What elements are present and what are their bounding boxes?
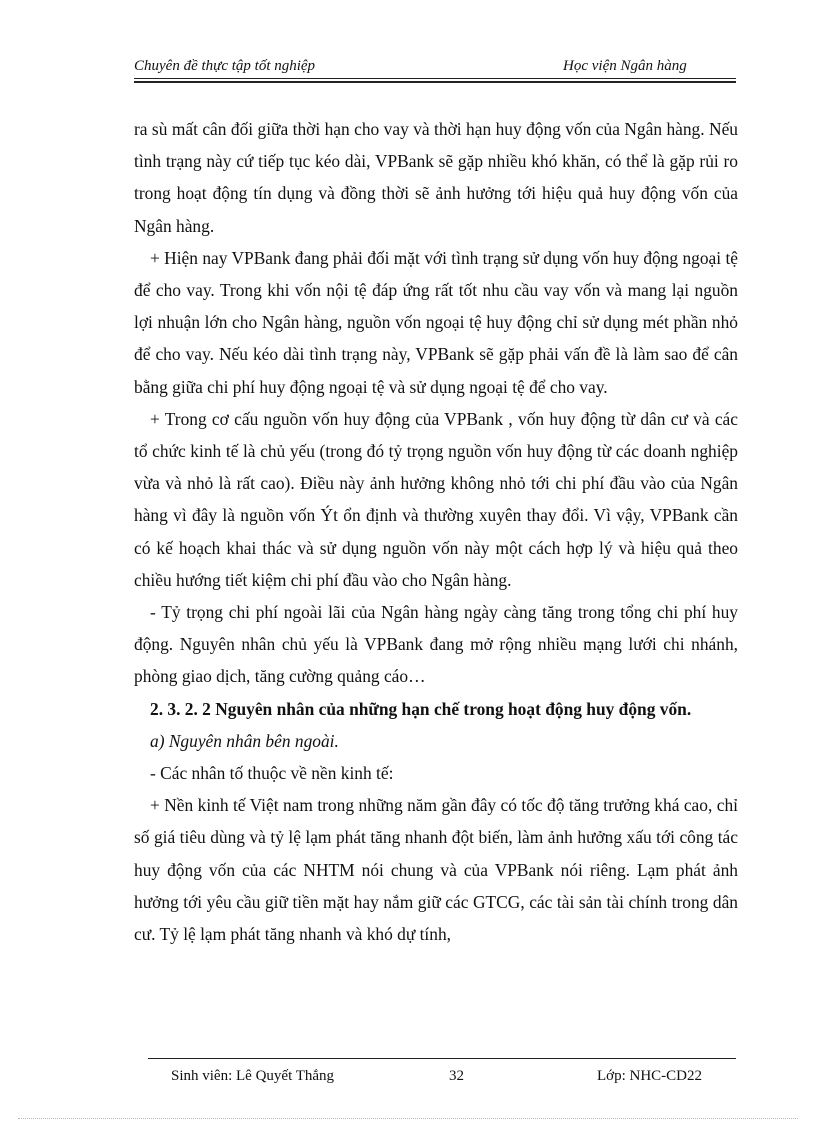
paragraph: ra sù mất cân đối giữa thời hạn cho vay và thời hạn huy động vốn của Ngân hàng. Nếu tình trạng này cứ tiếp tục kéo dài, VPBank sẽ gặp nhiều khó khăn, có thể là gặp rủi ro trong hoạt động tín dụng và đồng thời sẽ ảnh hưởng tới hiệu quả huy động vốn của Ngân hàng.	[134, 119, 738, 236]
paragraph: + Trong cơ cấu nguồn vốn huy động của VPBank , vốn huy động từ dân cư và các tổ chức kinh tế là chủ yếu (trong đó tỷ trọng nguồn vốn huy động từ các doanh nghiệp vừa và nhỏ là rất cao). Điều này ảnh hưởng không nhỏ tới chi phí đầu vào của Ngân hàng vì đây là nguồn vốn Ýt ổn định và thường xuyên thay đổi. Vì vậy, VPBank cần có kế hoạch khai thác và sử dụng nguồn vốn này một cách hợp lý và hiệu quả theo chiều hướng tiết kiệm chi phí đầu vào cho Ngân hàng.	[134, 408, 738, 590]
footer-class: Lớp: NHC-CD22	[597, 1068, 703, 1084]
header-document-title: Chuyên đề thực tập tốt nghiệp	[134, 58, 316, 74]
paragraph: - Các nhân tố thuộc về nền kinh tế:	[150, 763, 394, 784]
page-bottom-border	[18, 1118, 798, 1119]
footer-rule	[148, 1058, 736, 1059]
page-number: 32	[449, 1068, 464, 1084]
paragraph: - Tỷ trọng chi phí ngoài lãi của Ngân hàng ngày càng tăng trong tổng chi phí huy động. Nguyên nhân chủ yếu là VPBank đang mở rộng nhiều mạng lưới chi nhánh, phòng giao dịch, tăng cường quảng cáo…	[134, 602, 738, 687]
header-rule	[134, 78, 736, 79]
subsection-heading: a) Nguyên nhân bên ngoài.	[150, 730, 339, 751]
header-institution: Học viện Ngân hàng	[563, 58, 687, 74]
body-text	[134, 113, 738, 950]
footer-student: Sinh viên: Lê Quyết Thắng	[171, 1068, 335, 1084]
paragraph: + Nền kinh tế Việt nam trong những năm gần đây có tốc độ tăng trưởng khá cao, chỉ số giá tiêu dùng và tỷ lệ lạm phát tăng nhanh đột biến, làm ảnh hưởng xấu tới công tác huy động vốn của các NHTM nói chung và của VPBank nói riêng. Lạm phát ảnh hưởng tới yêu cầu giữ tiền mặt hay nắm giữ các GTCG, các tài sản tài chính trong dân cư. Tỷ lệ lạm phát tăng nhanh và khó dự tính,	[134, 795, 738, 945]
section-heading: 2. 3. 2. 2 Nguyên nhân của những hạn chế trong hoạt động huy động vốn.	[150, 698, 692, 719]
header-rule-thick	[134, 81, 736, 83]
paragraph: + Hiện nay VPBank đang phải đối mặt với tình trạng sử dụng vốn huy động ngoại tệ để cho vay. Trong khi vốn nội tệ đáp ứng rất tốt nhu cầu vay vốn và mang lại nguồn lợi nhuận lớn cho Ngân hàng, nguồn vốn ngoại tệ huy động chỉ sử dụng mét phần nhỏ để cho vay. Nếu kéo dài tình trạng này, VPBank sẽ gặp phải vấn đề là làm sao để cân bằng giữa chi phí huy động ngoại tệ và sử dụng ngoại tệ để cho vay.	[134, 247, 738, 397]
